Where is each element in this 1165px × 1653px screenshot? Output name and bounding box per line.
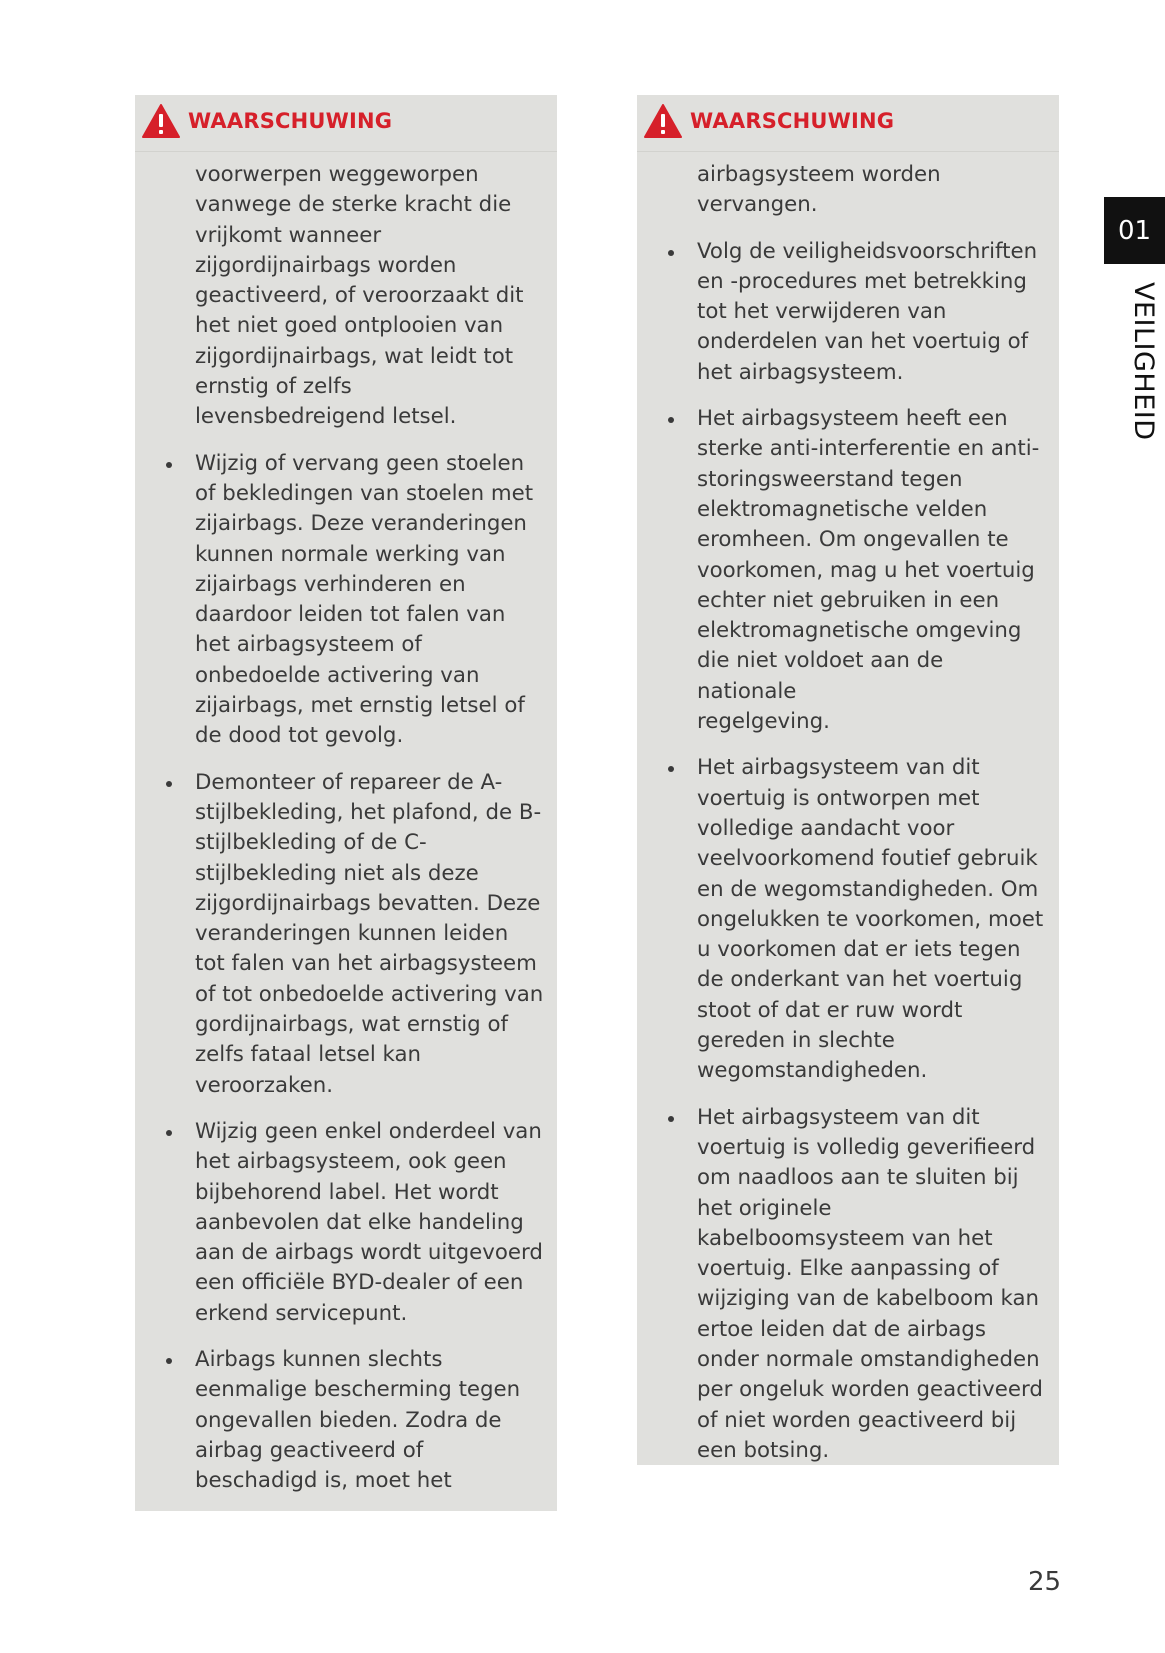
page-number: 25 bbox=[1028, 1567, 1062, 1597]
bullet-text: Wijzig of vervang geen stoelen of bekledingen van stoelen met zijairbags. Deze veranderingen kunnen normale werking van zijairbags verhinderen en daardoor leiden tot falen van het airbagsysteem of onbedoelde activering van zijairbags, met ernstig letsel of de dood tot gevolg. bbox=[195, 450, 534, 749]
bullet-item bbox=[697, 753, 1059, 1086]
warning-header bbox=[637, 95, 1059, 152]
bullet-item bbox=[697, 404, 1059, 737]
bullet-text: Airbags kunnen slechts eenmalige bescherming tegen ongevallen bieden. Zodra de airbag geactiveerd of beschadigd is, moet het bbox=[195, 1346, 521, 1494]
warning-triangle-icon bbox=[643, 103, 683, 139]
bullet-text: Het airbagsysteem van dit voertuig is ontworpen met volledige aandacht voor veelvoorkomend foutief gebruik en de wegomstandigheden. Om ongelukken te voorkomen, moet u voorkomen dat er iets tegen de onderkant van het voertuig stoot of dat er ruw wordt gereden in slechte wegomstandigheden. bbox=[697, 755, 1044, 1084]
bullet-text: Het airbagsysteem van dit voertuig is volledig geverifieerd om naadloos aan te sluiten bij het originele kabelboomsysteem van het voertuig. Elke aanpassing of wijziging van de kabelboom kan ertoe leiden dat de airbags onder normale omstandigheden per ongeluk worden geactiveerd of niet worden geactiveerd bij een botsing. bbox=[697, 1104, 1043, 1463]
bullet-item bbox=[195, 768, 557, 1101]
warning-title: WAARSCHUWING bbox=[188, 109, 393, 133]
bullet-item bbox=[697, 237, 1059, 388]
bullet-text: Demonteer of repareer de A- stijlbekleding, het plafond, de B- stijlbekleding of de C- stijlbekleding niet als deze zijgordijnairbags bevatten. Deze veranderingen kunnen leiden tot falen van het airbagsysteem of tot onbedoelde activering van gordijnairbags, wat ernstig of zelfs fataal letsel kan veroorzaken. bbox=[195, 769, 544, 1098]
bullet-icon bbox=[668, 417, 674, 423]
continuation-text: voorwerpen weggeworpen vanwege de sterke kracht die vrijkomt wanneer zijgordijnairbags worden geactiveerd, of veroorzaakt dit het niet goed ontplooien van zijgordijnairbags, wat leidt tot ernstig of zelfs levensbedreigend letsel. bbox=[195, 162, 524, 430]
bullet-icon bbox=[668, 1116, 674, 1122]
warning-box-right bbox=[637, 95, 1059, 1465]
bullet-item bbox=[697, 1103, 1059, 1467]
bullet-text: Volg de veiligheidsvoorschriften en -procedures met betrekking tot het verwijderen van onderdelen van het voertuig of het airbagsysteem. bbox=[697, 238, 1038, 385]
bullet-icon bbox=[668, 766, 674, 772]
chapter-number-tab: 01 bbox=[1104, 197, 1165, 264]
bullet-text: Het airbagsysteem heeft een sterke anti-interferentie en anti- storingsweerstand tegen elektromagnetische velden eromheen. Om ongevallen te voorkomen, mag u het voertuig echter niet gebruiken in een elektromagnetische omgeving die niet voldoet aan de nationale regelgeving. bbox=[697, 406, 1040, 735]
chapter-title: VEILIGHEID bbox=[1128, 282, 1159, 441]
bullet-icon bbox=[166, 781, 172, 787]
bullet-item bbox=[195, 1117, 557, 1329]
warning-header bbox=[135, 95, 557, 152]
continuation-text: airbagsysteem worden vervangen. bbox=[697, 162, 941, 218]
bullet-icon bbox=[166, 462, 172, 468]
bullet-text: Wijzig geen enkel onderdeel van het airbagsysteem, ook geen bijbehorend label. Het wordt aanbevolen dat elke handeling aan de airbags wordt uitgevoerd een officiële BYD-dealer of een erkend servicepunt. bbox=[195, 1118, 543, 1326]
bullet-icon bbox=[166, 1130, 172, 1136]
bullet-item bbox=[195, 1345, 557, 1496]
warning-body bbox=[135, 152, 557, 1496]
bullet-icon bbox=[166, 1358, 172, 1364]
bullet-item bbox=[195, 449, 557, 752]
warning-triangle-icon bbox=[141, 103, 181, 139]
bullet-icon bbox=[668, 250, 674, 256]
warning-body bbox=[637, 152, 1059, 1466]
warning-title: WAARSCHUWING bbox=[690, 109, 895, 133]
warning-box-left bbox=[135, 95, 557, 1511]
